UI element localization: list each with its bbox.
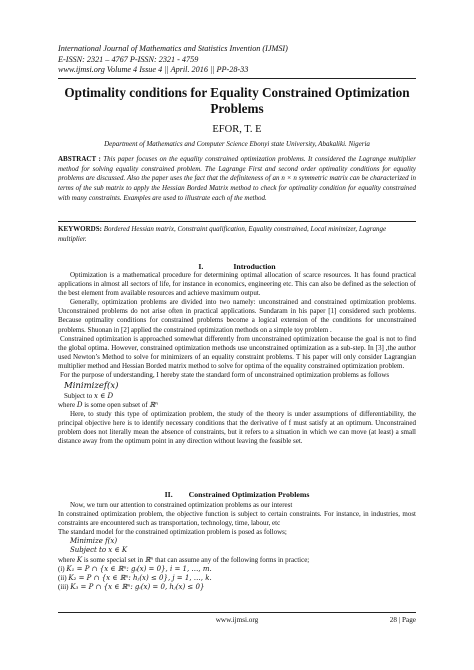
page-number: 28 | Page <box>389 616 416 624</box>
equation-note <box>58 401 416 410</box>
journal-header <box>58 44 288 76</box>
keywords <box>58 225 416 244</box>
equation <box>58 546 416 555</box>
paragraph: Now, we turn our attention to constrained optimization problems as our interest <box>70 501 293 509</box>
list-item <box>58 574 416 583</box>
math-span: K₂ = P ∩ {x ∈ ℝⁿ: hⱼ(x) ≤ 0}, j = 1, …, k. <box>68 573 212 582</box>
section-2-title: Constrained Optimization Problems <box>188 490 310 499</box>
equation <box>58 537 416 546</box>
paragraph: In constrained optimization problem, the objective function is subject to certain constraints. For instance, in industries, most constraints are encountered such as transportation, technology, time, labour, etc <box>58 510 416 528</box>
list-label: (iii) <box>58 582 71 591</box>
list-label: (ii) <box>58 573 69 582</box>
equation-math: Minimizef(x) <box>64 381 119 392</box>
journal-issue: www.ijmsi.org Volume 4 Issue 4 || April. 2016 || PP-28-33 <box>58 65 249 75</box>
text-span: where <box>58 555 77 564</box>
paragraph: For the purpose of understanding, I hereby state the standard form of unconstrained optimization problems as follows <box>60 371 390 380</box>
section-1-heading <box>58 262 416 271</box>
equation-math: Subject to x ∈ K <box>70 546 128 555</box>
text-span: is some special set in <box>82 555 145 564</box>
paragraph: Constrained optimization is approached somewhat differently from unconstrained optimization because the goal is not to find the global optima. However, constrained optimization methods use unconstrained optimization as a sub-step. In [3] ,the author used Newton’s Method to solve for minimizers of an equality constraint problems. T his paper will only consider Lagrangian multiplier method and Hessian Borded matrix method to solve for optima of the equality constrained optimization problem. <box>58 334 416 370</box>
section-1-title: Introduction <box>233 262 276 271</box>
equation <box>58 380 416 392</box>
author: EFOR, T. E <box>212 124 262 135</box>
list-item <box>58 583 416 592</box>
list-item <box>58 565 416 574</box>
paper-title: Optimality conditions for Equality Constrained Optimization Problems <box>64 85 410 116</box>
math-span: ℝⁿ <box>149 400 159 409</box>
footer-rule <box>58 612 416 613</box>
paragraph: The standard model for the constrained optimization problem is posed as follows; <box>58 528 287 537</box>
text-span: is some open subset of <box>82 400 150 409</box>
text-span: that can assume any of the following forms in practice; <box>153 555 310 564</box>
equation-math: x ∈ D <box>93 391 114 400</box>
footer-url: www.ijmsi.org <box>215 616 259 624</box>
paragraph: Generally, optimization problems are divided into two namely: unconstrained and constrained optimization problems. Unconstrained problems do not arise often in practical applications. Sundaram in his paper [1] considered such problems. Because optimality conditions for constrained problems become a logical extension of the conditions for unconstrained problems. Shuonan in [2] applied the constrained optimization methods on a simple toy problem . <box>58 298 416 334</box>
abstract-text: This paper focuses on the equality constrained optimization problems. It considered the Lagrange multiplier method for solving equality constrained problem. The Lagrange First and second order optimality conditions for equality problems are discussed. Also the paper uses the fact that the definiteness of an n × n symmetric matrix can be characterized in terms of the sub matrix to apply the Hessian Borded Matrix method to check for optimality condition for equality constrained with many constraints. Examples are used to illustrate each of the method. <box>58 155 417 202</box>
math-span: D <box>76 400 83 409</box>
paragraph: Here, to study this type of optimization problem, the study of the theory is under assumptions of differentiability, the principal objective here is to identify necessary conditions that the derivative of f must satisfy at an optimum. Unconstrained problem does not literally mean the absence of constraints, but it refers to a situation in which we can move (at least) a small distance away from the optimum point in any direction without leaving the feasible set. <box>58 409 416 446</box>
paragraph <box>58 556 416 565</box>
affiliation: Department of Mathematics and Computer Science Ebonyi state University, Abakaliki. Nigeria <box>104 140 370 148</box>
journal-name: International Journal of Mathematics and Statistics Invention (IJMSI) <box>58 44 288 53</box>
math-span: K₁ = P ∩ {x ∈ ℝⁿ: gᵢ(x) = 0}, i = 1, …, m. <box>66 564 212 573</box>
equation-math: Minimize f(x) <box>70 537 118 546</box>
section-2-body <box>58 501 416 592</box>
equation <box>58 392 416 401</box>
math-span: ℝⁿ <box>144 555 154 564</box>
keywords-label: KEYWORDS: <box>58 225 102 233</box>
section-2-heading <box>58 490 416 499</box>
abstract-label: ABSTRACT : <box>58 155 101 163</box>
abstract-rule <box>58 221 416 222</box>
equation-text: Subject to <box>64 391 94 400</box>
keywords-text: Bordered Hessian matrix, Constraint qualification, Equality constrained, Local minimizer, Lagrange multiplier. <box>58 225 387 243</box>
journal-issn: E-ISSN: 2321 – 4767 P-ISSN: 2321 - 4759 <box>58 54 199 64</box>
section-1-body <box>58 271 416 446</box>
paragraph: Optimization is a mathematical procedure for determining optimal allocation of scarce resources. It has found practical applications in almost all sectors of life, for instance in economics, engineering etc. This can also be defined as the selection of the best element from available resources and achieve maximum output. <box>58 271 416 298</box>
section-2-number: II. <box>164 490 173 499</box>
section-1-number: I. <box>198 262 204 271</box>
math-span: K <box>76 555 83 564</box>
list-label: (i) <box>58 564 67 573</box>
text-span: where <box>58 400 77 409</box>
header-rule <box>58 78 416 79</box>
math-span: K₃ = P ∩ {x ∈ ℝⁿ: gᵢ(x) = 0, hⱼ(x) ≤ 0} <box>70 582 205 591</box>
abstract <box>58 155 416 204</box>
